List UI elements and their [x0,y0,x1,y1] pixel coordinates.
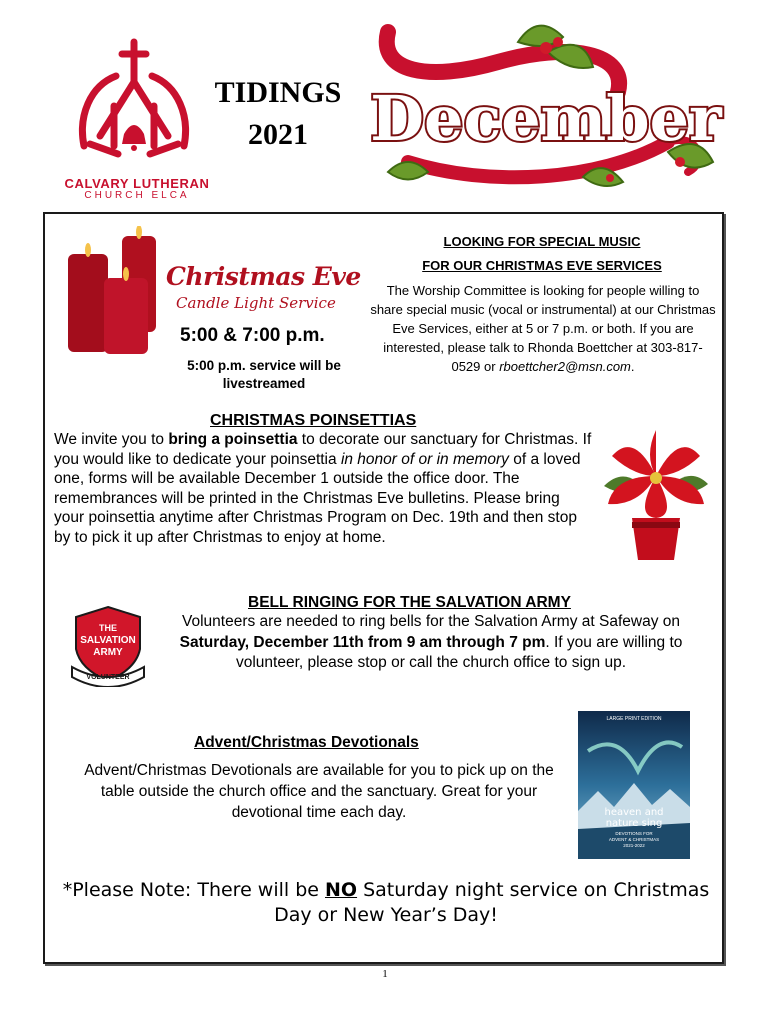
candles-image [64,226,164,356]
book-sub-1: DEVOTIONS FOR [615,831,653,836]
sa-logo-text-3: ARMY [93,647,123,658]
poinsettia-image [594,426,718,564]
book-sub-2: ADVENT & CHRISTMAS [608,837,660,842]
poin-text-2: to decorate our sanctuary for Christmas. If you would like to dedicate your poinsettia [54,431,592,468]
special-music-heading-2: FOR OUR CHRISTMAS EVE SERVICES [422,258,662,273]
devotionals-body: Advent/Christmas Devotionals are available for you to pick up on the table outside the church office and the sanctuary. Great for your devotional time each day. [84,762,554,821]
december-word: December [370,82,722,155]
devotionals-heading: Advent/Christmas Devotionals [194,734,419,751]
newsletter-title [198,72,358,156]
sa-logo-text-1: THE [99,623,117,633]
poin-bold: bring a poinsettia [168,431,298,448]
bell-ringing-heading: BELL RINGING FOR THE SALVATION ARMY [248,594,571,611]
book-edition: LARGE PRINT EDITION [606,716,662,722]
newsletter-year: 2021 [248,118,308,151]
church-subtitle: CHURCH ELCA [84,190,190,201]
sa-logo-ribbon: VOLUNTEER [86,674,130,681]
bell-ringing-body [166,612,696,674]
christmas-eve-times: 5:00 & 7:00 p.m. [180,325,325,346]
devotional-book-image [578,711,690,859]
newsletter-title-line1: TIDINGS [214,76,342,109]
christmas-eve-subtitle: Candle Light Service [176,294,336,312]
sa-date-time: Saturday, December 11th from 9 am through 7 pm [179,633,546,651]
poin-text-1: We invite you to [54,431,169,448]
page-number: 1 [382,968,388,980]
poin-italic: in honor of or in memory [340,450,509,468]
poin-text-3: of a loved one, forms will be available December 1 outside the office door. The remembrances will be printed in the Christmas Eve bulletins. Please bring your poinsettia anytime after Christmas Program on Dec. 19th and then stop by to pick it up after Christmas to enjoy at home. [54,450,581,546]
livestream-note: 5:00 p.m. service will be livestreamed [187,358,341,391]
special-music-heading: LOOKING FOR SPECIAL MUSIC [443,234,641,249]
salvation-army-logo [66,603,150,687]
special-music-text: The Worship Committee is looking for people willing to share special music (vocal or instrumental) at our Christmas Eve Services, either at 5 or 7 p.m. or both. If you are interested, please talk to Rhonda Boettcher at 303-817-0529 or [370,283,716,374]
poinsettias-body [54,430,594,548]
book-title-1: heaven and [604,807,664,818]
email-period: . [630,359,635,374]
christmas-eve-title: Christmas Eve [166,262,361,291]
sa-text-1: Volunteers are needed to ring bells for the Salvation Army at Safeway on [181,613,681,630]
book-sub-3: 2021-2022 [623,843,645,848]
service-note [60,878,712,928]
book-title-2: nature sing [605,818,663,829]
note-text-1: *Please Note: There will be [62,879,325,901]
contact-email: rboettcher2@msn.com [499,359,631,374]
special-music-body [370,281,716,376]
church-logo [70,36,210,166]
poinsettias-heading: CHRISTMAS POINSETTIAS [210,412,417,429]
note-text-2: Saturday night service on Christmas Day or New Year’s Day! [274,879,710,926]
church-name: CALVARY LUTHERAN [64,176,210,191]
note-no-emphasis: NO [325,879,358,901]
sa-text-2: . If you are willing to volunteer, please stop or call the church office to sign up. [235,633,683,671]
december-banner-art [368,12,728,202]
sa-logo-text-2: SALVATION [80,635,136,646]
